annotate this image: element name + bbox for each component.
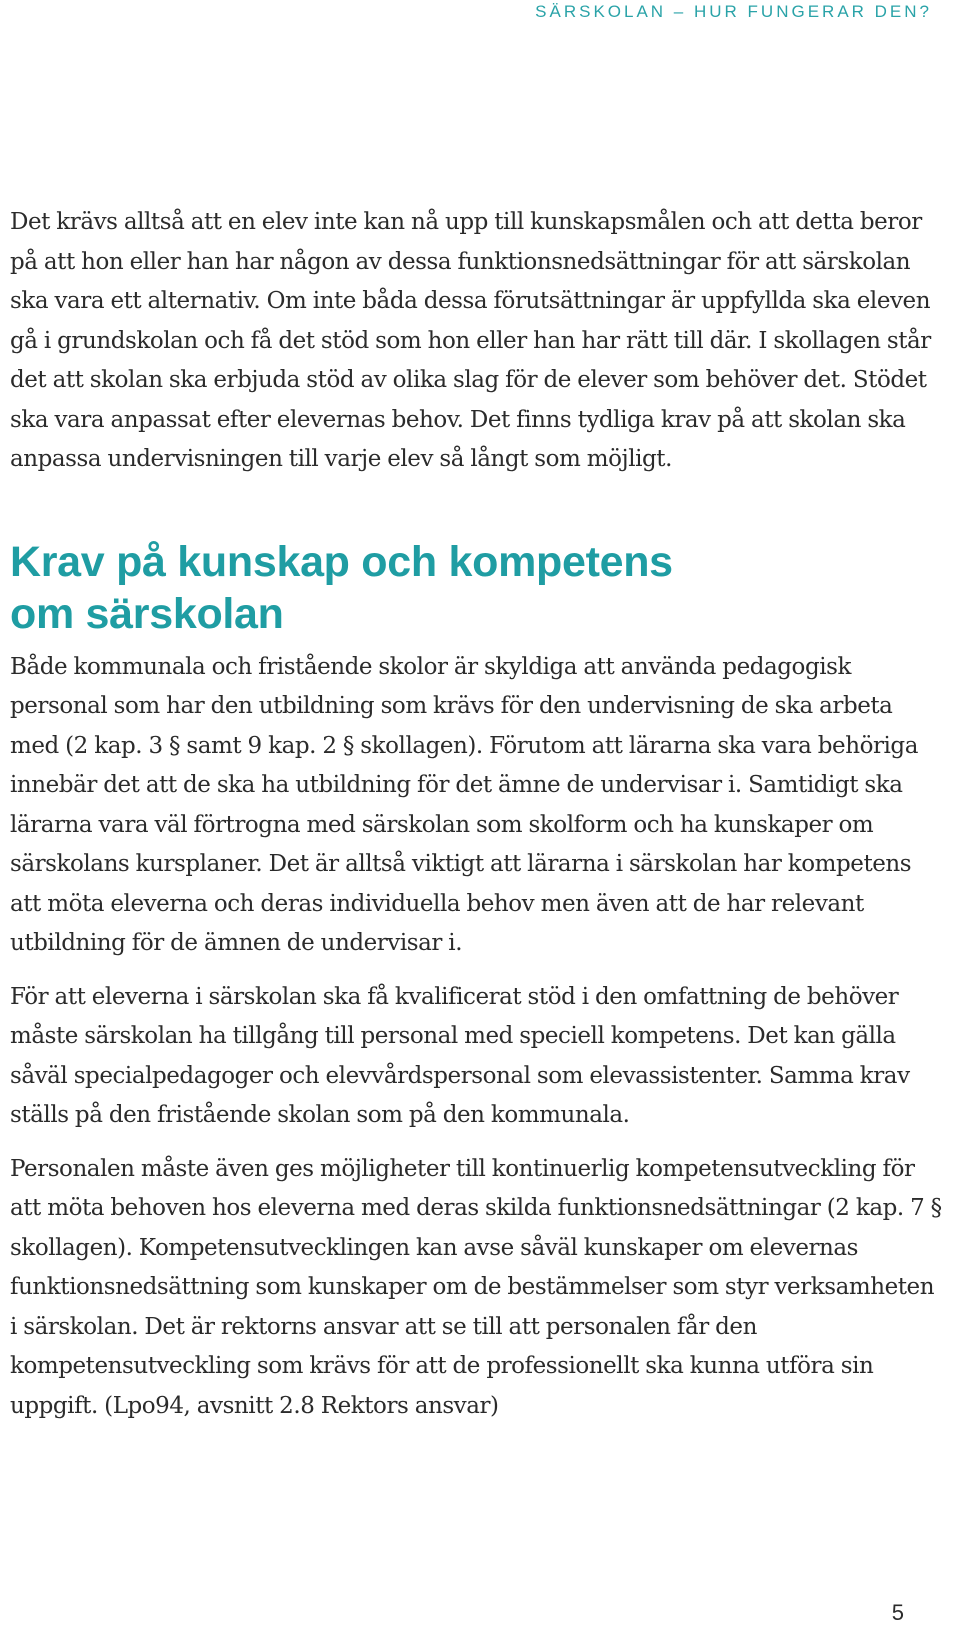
section-heading-line-2: om särskolan [10,589,284,638]
body-paragraph-3: Personalen måste även ges möjligheter till kontinuerlig kompetensutveckling för att möta behoven hos eleverna med deras skilda funktionsnedsättningar (2 kap. 7 § skollagen). Kompetensutvecklingen kan avse såväl kunskaper om elevernas funktionsnedsättning som kunskaper om de bestämmelser som styr verksamheten i särskolan. Det är rektorns ansvar att se till att personalen får den kompetensutveckling som krävs för att de professionellt ska kunna utföra sin uppgift. (Lpo94, avsnitt 2.8 Rektors ansvar) [10,1155,942,1419]
page-content [10,203,945,1426]
intro-paragraph: Det krävs alltså att en elev inte kan nå upp till kunskapsmålen och att detta beror på att hon eller han har någon av dessa funktionsnedsättningar för att särskolan ska vara ett alternativ. Om inte båda dessa förutsättningar är uppfyllda ska eleven gå i grundskolan och få det stöd som hon eller han har rätt till där. I skollagen står det att skolan ska erbjuda stöd av olika slag för de elever som behöver det. Stödet ska vara anpassat efter elevernas behov. Det finns tydliga krav på att skolan ska anpassa undervisningen till varje elev så långt som möjligt. [10,209,931,472]
running-header: SÄRSKOLAN – HUR FUNGERAR DEN? [535,2,932,21]
body-paragraph-2: För att eleverna i särskolan ska få kvalificerat stöd i den omfattning de behöver måste särskolan ha tillgång till personal med speciell kompetens. Det kan gälla såväl specialpedagoger och elevvårdspersonal som elevassistenter. Samma krav ställs på den fristående skolan som på den kommunala. [10,983,910,1128]
body-paragraph-1: Både kommunala och fristående skolor är skyldiga att använda pedagogisk personal som har den utbildning som krävs för den undervisning de ska arbeta med (2 kap. 3 § samt 9 kap. 2 § skollagen). Förutom att lärarna ska vara behöriga innebär det att de ska ha utbildning för det ämne de undervisar i. Samtidigt ska lärarna vara väl förtrogna med särskolan som skolform och ha kunskaper om särskolans kursplaner. Det är alltså viktigt att lärarna i särskolan har kompetens att möta eleverna och deras individuella behov men även att de har relevant utbildning för de ämnen de undervisar i. [10,653,918,956]
section-heading [10,536,945,640]
section-heading-line-1: Krav på kunskap och kompetens [10,537,673,586]
page-number: 5 [891,1600,904,1625]
